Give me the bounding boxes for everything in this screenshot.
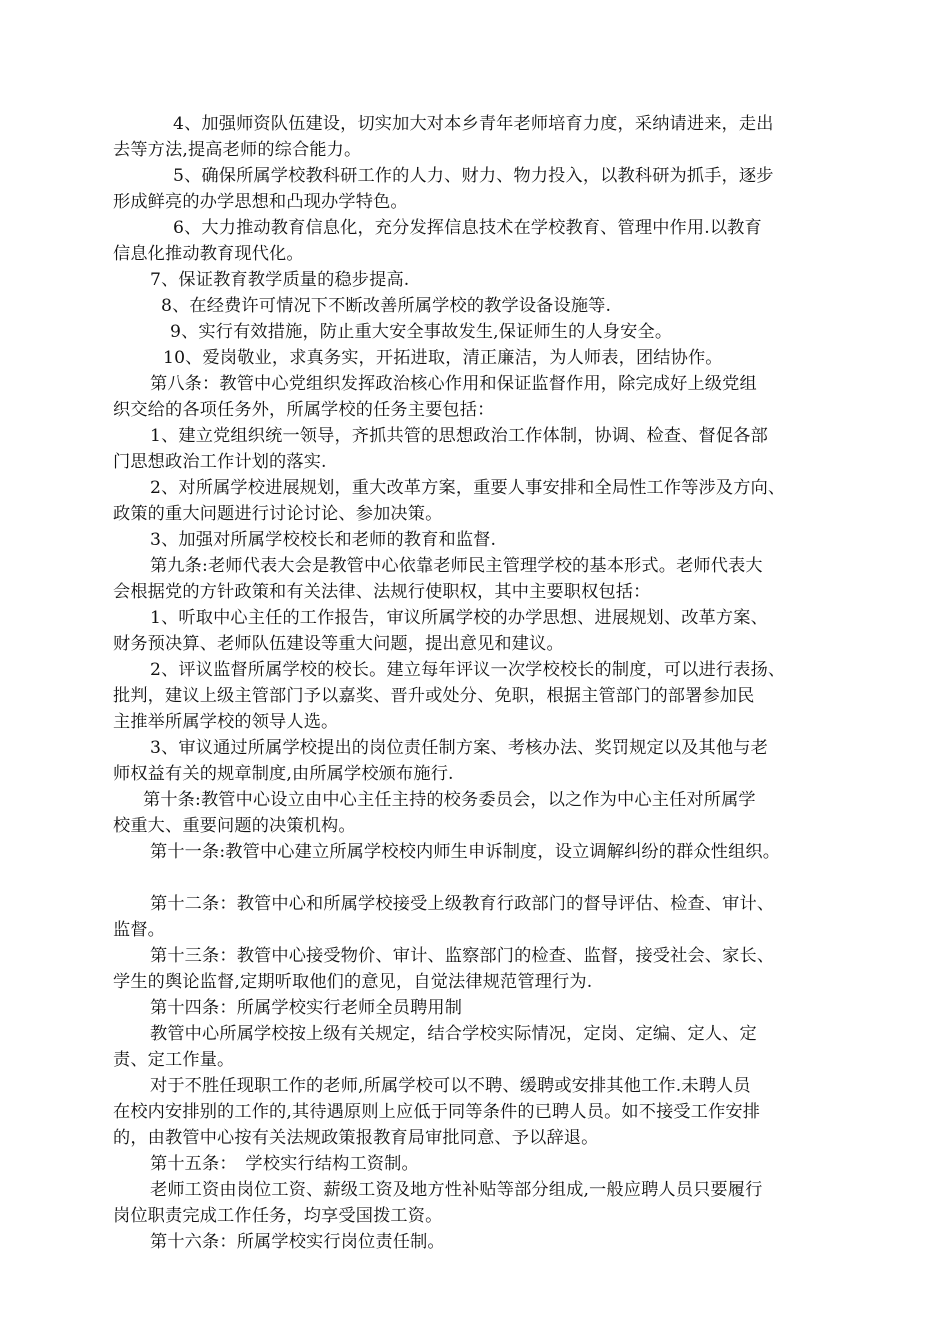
text-line: 3、加强对所属学校校长和老师的教育和监督.	[150, 530, 497, 550]
text-line: 9、实行有效措施，防止重大安全事故发生,保证师生的人身安全。	[170, 322, 673, 342]
text-line: 责、定工作量。	[113, 1050, 235, 1070]
text-line: 3、审议通过所属学校提出的岗位责任制方案、考核办法、奖罚规定以及其他与老	[150, 738, 768, 758]
text-line: 监督。	[113, 920, 166, 940]
text-line: 8、在经费许可情况下不断改善所属学校的教学设备设施等.	[161, 296, 612, 316]
text-line: 第十条:教管中心设立由中心主任主持的校务委员会，以之作为中心主任对所属学	[143, 790, 756, 810]
text-line: 批判，建议上级主管部门予以嘉奖、晋升或处分、免职，根据主管部门的部署参加民	[113, 686, 755, 706]
text-line: 学生的舆论监督,定期听取他们的意见，自觉法律规范管理行为.	[113, 972, 593, 992]
text-line: 第十六条：所属学校实行岗位责任制。	[150, 1232, 445, 1252]
text-line: 会根据党的方针政策和有关法律、法规行使职权，其中主要职权包括：	[113, 582, 651, 602]
text-line: 第十四条：所属学校实行老师全员聘用制	[150, 998, 463, 1018]
text-line: 在校内安排别的工作的,其待遇原则上应低于同等条件的已聘人员。如不接受工作安排	[113, 1102, 761, 1122]
text-line: 财务预决算、老师队伍建设等重大问题，提出意见和建议。	[113, 634, 564, 654]
text-line: 第十三条：教管中心接受物价、审计、监察部门的检查、监督，接受社会、家长、	[150, 946, 775, 966]
text-line: 4、加强师资队伍建设，切实加大对本乡青年老师培育力度，采纳请进来，走出	[173, 114, 774, 134]
text-line: 1、建立党组织统一领导，齐抓共管的思想政治工作体制，协调、检查、督促各部	[150, 426, 768, 446]
text-line: 政策的重大问题进行讨论讨论、参加决策。	[113, 504, 443, 524]
text-line: 织交给的各项任务外，所属学校的任务主要包括：	[113, 400, 495, 420]
text-line: 7、保证教育教学质量的稳步提高.	[150, 270, 410, 290]
text-line: 老师工资由岗位工资、薪级工资及地方性补贴等部分组成,一般应聘人员只要履行	[150, 1180, 763, 1200]
text-line: 信息化推动教育现代化。	[113, 244, 304, 264]
text-line: 5、确保所属学校教科研工作的人力、财力、物力投入，以教科研为抓手，逐步	[173, 166, 774, 186]
text-line: 第八条：教管中心党组织发挥政治核心作用和保证监督作用，除完成好上级党组	[150, 374, 757, 394]
text-line: 教管中心所属学校按上级有关规定，结合学校实际情况，定岗、定编、定人、定	[150, 1024, 757, 1044]
text-line: 主推举所属学校的领导人选。	[113, 712, 339, 732]
text-line: 第十二条：教管中心和所属学校接受上级教育行政部门的督导评估、检查、审计、	[150, 894, 775, 914]
text-line: 2、评议监督所属学校的校长。建立每年评议一次学校校长的制度，可以进行表扬、	[150, 660, 786, 680]
text-line: 第九条:老师代表大会是教管中心依靠老师民主管理学校的基本形式。老师代表大	[150, 556, 763, 576]
text-line: 10、爱岗敬业，求真务实，开拓进取，清正廉洁，为人师表，团结协作。	[163, 348, 723, 368]
text-line: 师权益有关的规章制度,由所属学校颁布施行.	[113, 764, 454, 784]
text-line: 形成鲜亮的办学思想和凸现办学特色。	[113, 192, 408, 212]
text-line: 2、对所属学校进展规划，重大改革方案，重要人事安排和全局性工作等涉及方向、	[150, 478, 786, 498]
text-line: 去等方法,提高老师的综合能力。	[113, 140, 362, 160]
text-line: 校重大、重要问题的决策机构。	[113, 816, 356, 836]
text-line: 6、大力推动教育信息化，充分发挥信息技术在学校教育、管理中作用.以教育	[173, 218, 762, 238]
text-line: 岗位职责完成工作任务，均享受国拨工资。	[113, 1206, 443, 1226]
text-line: 的，由教管中心按有关法规政策报教育局审批同意、予以辞退。	[113, 1128, 599, 1148]
text-line: 门思想政治工作计划的落实.	[113, 452, 327, 472]
text-line: 第十五条： 学校实行结构工资制。	[150, 1154, 419, 1174]
text-line: 对于不胜任现职工作的老师,所属学校可以不聘、缓聘或安排其他工作.未聘人员	[150, 1076, 751, 1096]
text-line: 第十一条:教管中心建立所属学校校内师生申诉制度，设立调解纠纷的群众性组织。	[150, 842, 781, 862]
text-line: 1、听取中心主任的工作报告，审议所属学校的办学思想、进展规划、改革方案、	[150, 608, 768, 628]
